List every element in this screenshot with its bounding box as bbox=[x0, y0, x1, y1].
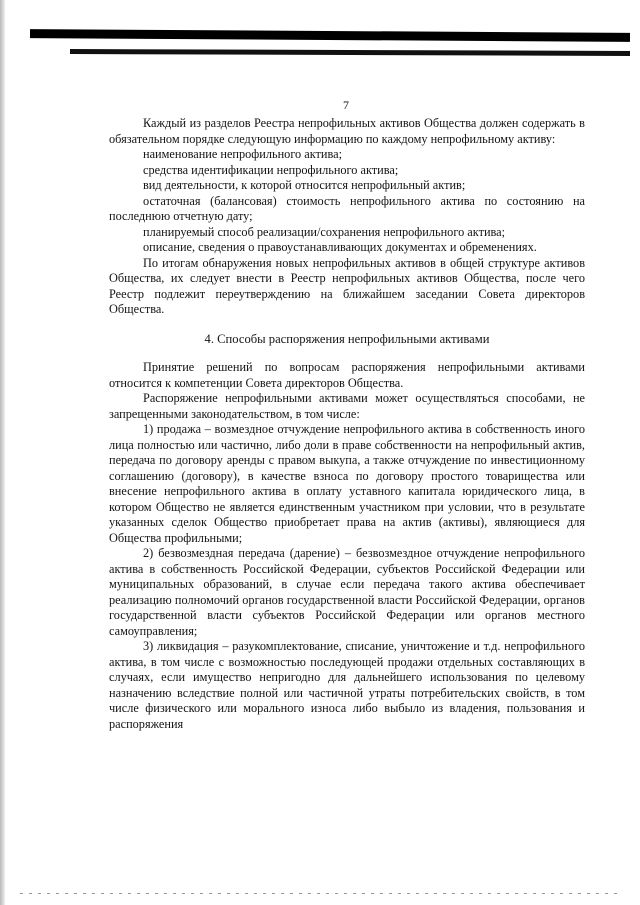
method-item: 1) продажа – возмездное отчуждение непрофильного актива в собственность иного лица полностью или частично, либо доли в праве собственности на непрофильный актив, передача по договору аренды с правом выкупа, а также отчуждение по инвестиционному соглашению (договору), в качестве взноса по договору простого товарищества или внесение непрофильного актива в оплату уставного капитала юридического лица, в котором Общество не является единственным участником при условии, что в результате указанных сделок Общество приобретает права на актив (активы), являющиеся для Общества профильными; bbox=[109, 422, 585, 545]
info-item: планируемый способ реализации/сохранения непрофильного актива; bbox=[143, 224, 506, 239]
info-item: средства идентификации непрофильного актива; bbox=[143, 162, 399, 177]
registry-paragraph: По итогам обнаружения новых непрофильных активов в общей структуре активов Общества, их следует внести в Реестр непрофильных активов Общества, после чего Реестр подлежит переутверждению на ближайшем заседании Совета директоров Общества. bbox=[109, 255, 585, 316]
intro-paragraph: Каждый из разделов Реестра непрофильных активов Общества должен содержать в обязательном порядке следующую информацию по каждому непрофильному активу: bbox=[109, 116, 585, 146]
info-item: остаточная (балансовая) стоимость непрофильного актива по состоянию на последнюю отчетную дату; bbox=[109, 193, 585, 223]
page-number: 7 bbox=[343, 98, 349, 112]
section-paragraph: Принятие решений по вопросам распоряжения непрофильными активами относится к компетенции Совета директоров Общества. bbox=[109, 360, 585, 390]
method-item: 3) ликвидация – разукомплектование, списание, уничтожение и т.д. непрофильного актива, в том числе с возможностью последующей продажи отдельных составляющих в случаях, если имущество непригодно для дальнейшего использования по целевому назначению вследствие полной или частичной утраты потребительских свойств, в том числе физического или морального износа либо выбыло из владения, пользования и распоряжения bbox=[109, 639, 585, 731]
method-item: 2) безвозмездная передача (дарение) – безвозмездное отчуждение непрофильного актива в собственность Российской Федерации, субъектов Российской Федерации или муниципальных образований, в случае если передача такого актива обеспечивает реализацию полномочий органов государственной власти Российской Федерации, органов государственной власти субъектов Российской Федерации или органов местного самоуправления; bbox=[109, 546, 585, 638]
section-paragraph: Распоряжение непрофильными активами может осуществляться способами, не запрещенными законодательством, в том числе: bbox=[109, 391, 585, 421]
scan-header-line bbox=[70, 49, 630, 56]
info-item: наименование непрофильного актива; bbox=[143, 147, 343, 161]
info-item: вид деятельности, к которой относится непрофильный актив; bbox=[143, 178, 466, 192]
section-heading: 4. Способы распоряжения непрофильными активами bbox=[204, 331, 490, 346]
scan-edge-shadow bbox=[0, 0, 5, 905]
scan-bottom-noise bbox=[20, 893, 620, 894]
scan-header-bar bbox=[30, 29, 630, 42]
info-item: описание, сведения о правоустанавливающих документах и обременениях. bbox=[143, 240, 537, 254]
document-body bbox=[109, 116, 585, 732]
